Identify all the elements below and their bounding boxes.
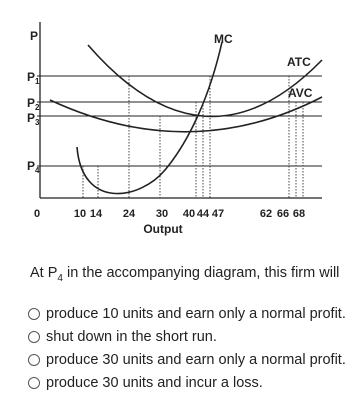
answer-option-1[interactable] bbox=[28, 302, 346, 325]
radio-button[interactable] bbox=[28, 308, 40, 320]
x-tick-44: 44 bbox=[196, 208, 210, 220]
atc-label: ATC bbox=[287, 55, 311, 69]
mc-curve bbox=[77, 42, 222, 194]
x-tick-0: 0 bbox=[33, 208, 41, 220]
answer-option-label: shut down in the short run. bbox=[46, 328, 217, 345]
radio-button[interactable] bbox=[28, 331, 40, 343]
answer-option-label: produce 30 units and incur a loss. bbox=[46, 374, 263, 391]
answer-option-label: produce 10 units and earn only a normal profit. bbox=[46, 305, 346, 322]
answer-option-label: produce 30 units and earn only a normal profit. bbox=[46, 351, 346, 368]
x-axis-label: Output bbox=[143, 222, 183, 236]
x-tick-10: 10 bbox=[73, 208, 87, 220]
avc-label: AVC bbox=[288, 86, 313, 100]
answer-options bbox=[28, 302, 346, 394]
x-tick-66: 66 bbox=[276, 208, 290, 220]
question-text: At $P_4$ in the accompanying diagram, this firm will bbox=[30, 265, 340, 284]
answer-option-3[interactable] bbox=[28, 348, 346, 371]
price-label-p4: $P_4$ bbox=[27, 159, 40, 175]
x-tick-62: 62 bbox=[259, 208, 273, 220]
price-label-p3: $P_3$ bbox=[27, 111, 40, 127]
x-tick-30: 30 bbox=[155, 208, 169, 220]
radio-button[interactable] bbox=[28, 354, 40, 366]
radio-button[interactable] bbox=[28, 377, 40, 389]
y-axis-label: P bbox=[30, 29, 39, 43]
price-label-p2: $P_2$ bbox=[27, 96, 40, 112]
answer-option-4[interactable] bbox=[28, 371, 346, 394]
mc-label: MC bbox=[214, 32, 233, 46]
x-tick-68: 68 bbox=[292, 208, 306, 220]
x-tick-40: 40 bbox=[182, 208, 196, 220]
price-label-p1: $P_1$ bbox=[27, 70, 40, 86]
x-tick-24: 24 bbox=[122, 208, 136, 220]
x-tick-47: 47 bbox=[211, 208, 225, 220]
answer-option-2[interactable] bbox=[28, 325, 346, 348]
x-tick-14: 14 bbox=[89, 208, 103, 220]
